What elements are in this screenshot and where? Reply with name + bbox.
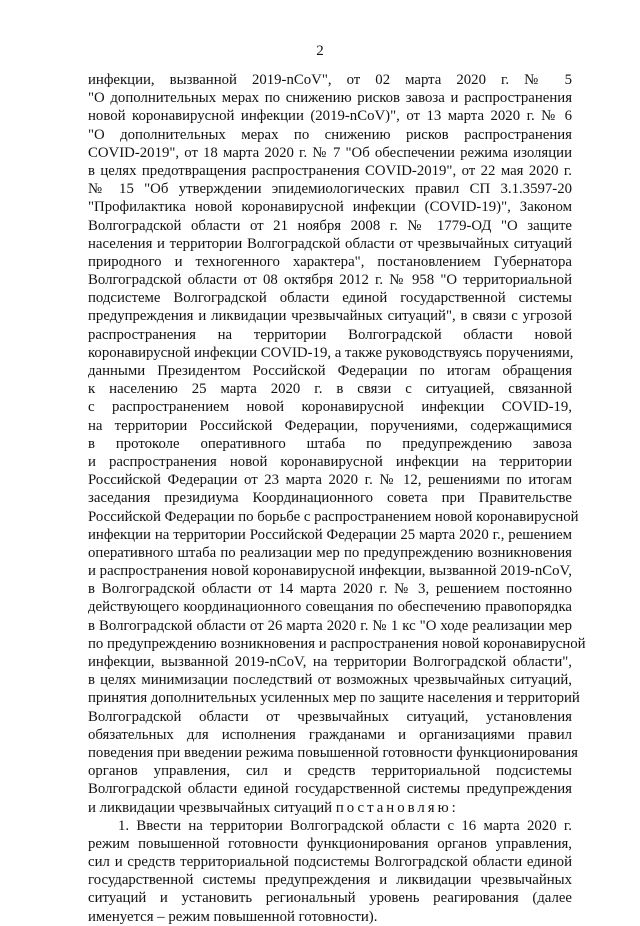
text-line: населения и территории Волгоградской области от чрезвычайных ситуаций: [88, 235, 572, 252]
text-line: новой коронавирусной инфекции (2019-nCoV)", от 13 марта 2020 г. № 6: [88, 108, 572, 125]
text-line: [88, 799, 572, 817]
text-line: "О дополнительных мерах по снижению рисков завоза и распространения: [88, 90, 572, 107]
text-line: в Волгоградской области от 26 марта 2020 г. № 1 кс "О ходе реализации мер: [88, 617, 572, 634]
text-line: инфекции на территории Российской Федерации 25 марта 2020 г., решением: [88, 526, 572, 543]
text-line: поведения при введении режима повышенной готовности функционирования: [88, 744, 578, 761]
text-line: в целях минимизации последствий от возможных чрезвычайных ситуаций,: [88, 672, 572, 689]
text-line: 1. Ввести на территории Волгоградской области с 16 марта 2020 г.: [118, 817, 572, 834]
text-line: инфекции, вызванной 2019-nCoV, на территории Волгоградской области",: [88, 654, 572, 670]
text-line: и распространения новой коронавирусной инфекции на территории: [88, 453, 572, 470]
text-line: распространения на территории Волгоградской области новой: [88, 326, 572, 343]
text-line: действующего координационного совещания по обеспечению правопорядка: [88, 599, 572, 616]
text-line: данными Президентом Российской Федерации по итогам обращения: [88, 363, 572, 379]
text-line: коронавирусной инфекции COVID-19, а также руководствуясь поручениями,: [88, 344, 574, 361]
resolution-keyword: постановляю:: [335, 799, 459, 816]
text-line: заседания президиума Координационного совета при Правительстве: [88, 490, 572, 507]
document-body: [88, 71, 586, 926]
text-line: Волгоградской области единой государственной системы предупреждения: [88, 781, 572, 798]
text-line: по предупреждению возникновения и распространения новой коронавирусной: [88, 635, 586, 652]
paragraph-preamble: [88, 71, 586, 799]
text-line: оперативного штаба по реализации мер по предупреждению возникновения: [88, 544, 572, 561]
text-line: в протоколе оперативного штаба по предупреждению завоза: [88, 435, 572, 452]
text-line: режим повышенной готовности функционирования органов управления,: [88, 835, 572, 852]
text-line: в целях предотвращения распространения COVID-2019", от 22 мая 2020 г.: [88, 162, 572, 179]
text-line: ситуаций и установить региональный уровень реагирования (далее: [88, 890, 572, 907]
text-line: к населению 25 марта 2020 г. в связи с ситуацией, связанной: [88, 381, 572, 398]
text-line: COVID-2019", от 18 марта 2020 г. № 7 "Об обеспечении режима изоляции: [88, 144, 572, 161]
text-line: подсистеме Волгоградской области единой государственной системы: [88, 290, 572, 307]
text-line: инфекции, вызванной 2019-nCoV", от 02 марта 2020 г. № 5: [88, 72, 572, 88]
text-line: именуется – режим повышенной готовности).: [88, 908, 378, 925]
text-line: природного и техногенного характера", постановлением Губернатора: [88, 253, 572, 270]
text-line: Российской Федерации от 23 марта 2020 г. № 12, решениями по итогам: [88, 472, 572, 489]
text-line: и распространения новой коронавирусной инфекции, вызванной 2019-nCoV,: [88, 563, 572, 580]
text-line: сил и средств территориальной подсистемы Волгоградской области единой: [88, 854, 572, 871]
text-line: Волгоградской области от 08 октября 2012 г. № 958 "О территориальной: [88, 272, 572, 289]
text-line: № 15 "Об утверждении эпидемиологических правил СП 3.1.3597-20: [88, 181, 572, 198]
text-line: Волгоградской области от 21 ноября 2008 г. № 1779-ОД "О защите: [88, 217, 572, 234]
paragraph-item-1: [88, 817, 572, 926]
text-line: в Волгоградской области от 14 марта 2020 г. № 3, решением постоянно: [88, 581, 572, 598]
text-line: принятия дополнительных усиленных мер по защите населения и территорий: [88, 690, 580, 707]
page-number: 2: [316, 43, 324, 59]
text-line: органов управления, сил и средств территориальной подсистемы: [88, 763, 572, 780]
text-line: "О дополнительных мерах по снижению рисков распространения: [88, 126, 572, 143]
text-line: государственной системы предупреждения и ликвидации чрезвычайных: [88, 872, 572, 889]
text-line: на территории Российской Федерации, поручениями, содержащимися: [88, 417, 572, 434]
text-line: Волгоградской области от чрезвычайных ситуаций, установления: [88, 708, 572, 725]
preamble-closing-text: и ликвидации чрезвычайных ситуаций: [88, 799, 336, 816]
text-line: с распространением новой коронавирусной инфекции COVID-19,: [88, 399, 572, 416]
text-line: обязательных для исполнения гражданами и организациями правил: [88, 726, 572, 743]
text-line: "Профилактика новой коронавирусной инфекции (COVID-19)", Законом: [88, 199, 572, 216]
text-line: предупреждения и ликвидации чрезвычайных ситуаций", в связи с угрозой: [88, 308, 572, 325]
text-line: Российской Федерации по борьбе с распространением новой коронавирусной: [88, 508, 579, 525]
